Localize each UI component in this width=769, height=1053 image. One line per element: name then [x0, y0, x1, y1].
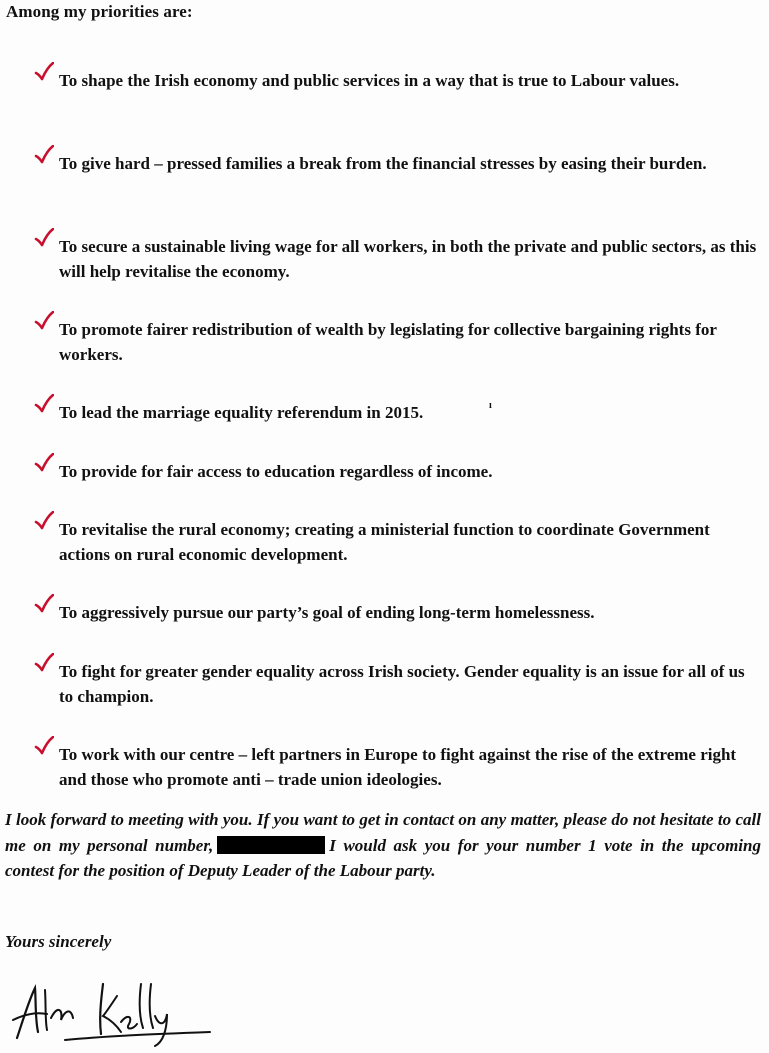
checkmark-icon [34, 62, 54, 82]
checkmark-icon [34, 311, 54, 331]
intro-heading: Among my priorities are: [6, 2, 193, 21]
priority-text: To promote fairer redistribution of wealth by legislating for collective bargaining rights for workers. [59, 320, 717, 364]
checkmark-icon [34, 653, 54, 673]
priority-text: To lead the marriage equality referendum in 2015. [59, 403, 424, 422]
redacted-phone-number [217, 836, 325, 854]
priority-text: To give hard – pressed families a break from the financial stresses by easing their burden. [59, 154, 707, 173]
priority-text: To fight for greater gender equality across Irish society. Gender equality is an issue for all of us to champion. [59, 662, 745, 706]
closing-paragraph [5, 807, 761, 884]
priority-text: To secure a sustainable living wage for all workers, in both the private and public sectors, as this will help revitalise the economy. [59, 237, 757, 281]
priority-text: To work with our centre – left partners in Europe to fight against the rise of the extreme right and those who promote anti – trade union ideologies. [59, 745, 737, 789]
checkmark-icon [34, 145, 54, 165]
checkmark-icon [34, 511, 54, 531]
closing-text-2: I would ask you for your number 1 vote in the upcoming contest for the position of Deputy Leader of the Labour party. [5, 835, 761, 880]
signature [5, 970, 220, 1050]
checkmark-icon [34, 736, 54, 756]
checkmark-icon [34, 228, 54, 248]
priority-text: To revitalise the rural economy; creating a ministerial function to coordinate Government actions on rural economic development. [59, 520, 710, 564]
priority-text: To shape the Irish economy and public services in a way that is true to Labour values. [59, 71, 680, 90]
checkmark-icon [34, 594, 54, 614]
checkmark-icon [34, 394, 54, 414]
checkmark-icon [34, 453, 54, 473]
stray-mark: ı [489, 400, 492, 411]
sign-off: Yours sincerely [5, 932, 112, 951]
priority-text: To aggressively pursue our party’s goal of ending long-term homelessness. [59, 603, 595, 622]
priority-text: To provide for fair access to education regardless of income. [59, 462, 493, 481]
closing-text-1: I look forward to meeting with you. If you want to get in contact on any matter, please do not hesitate to call me on my personal number, [5, 810, 761, 855]
